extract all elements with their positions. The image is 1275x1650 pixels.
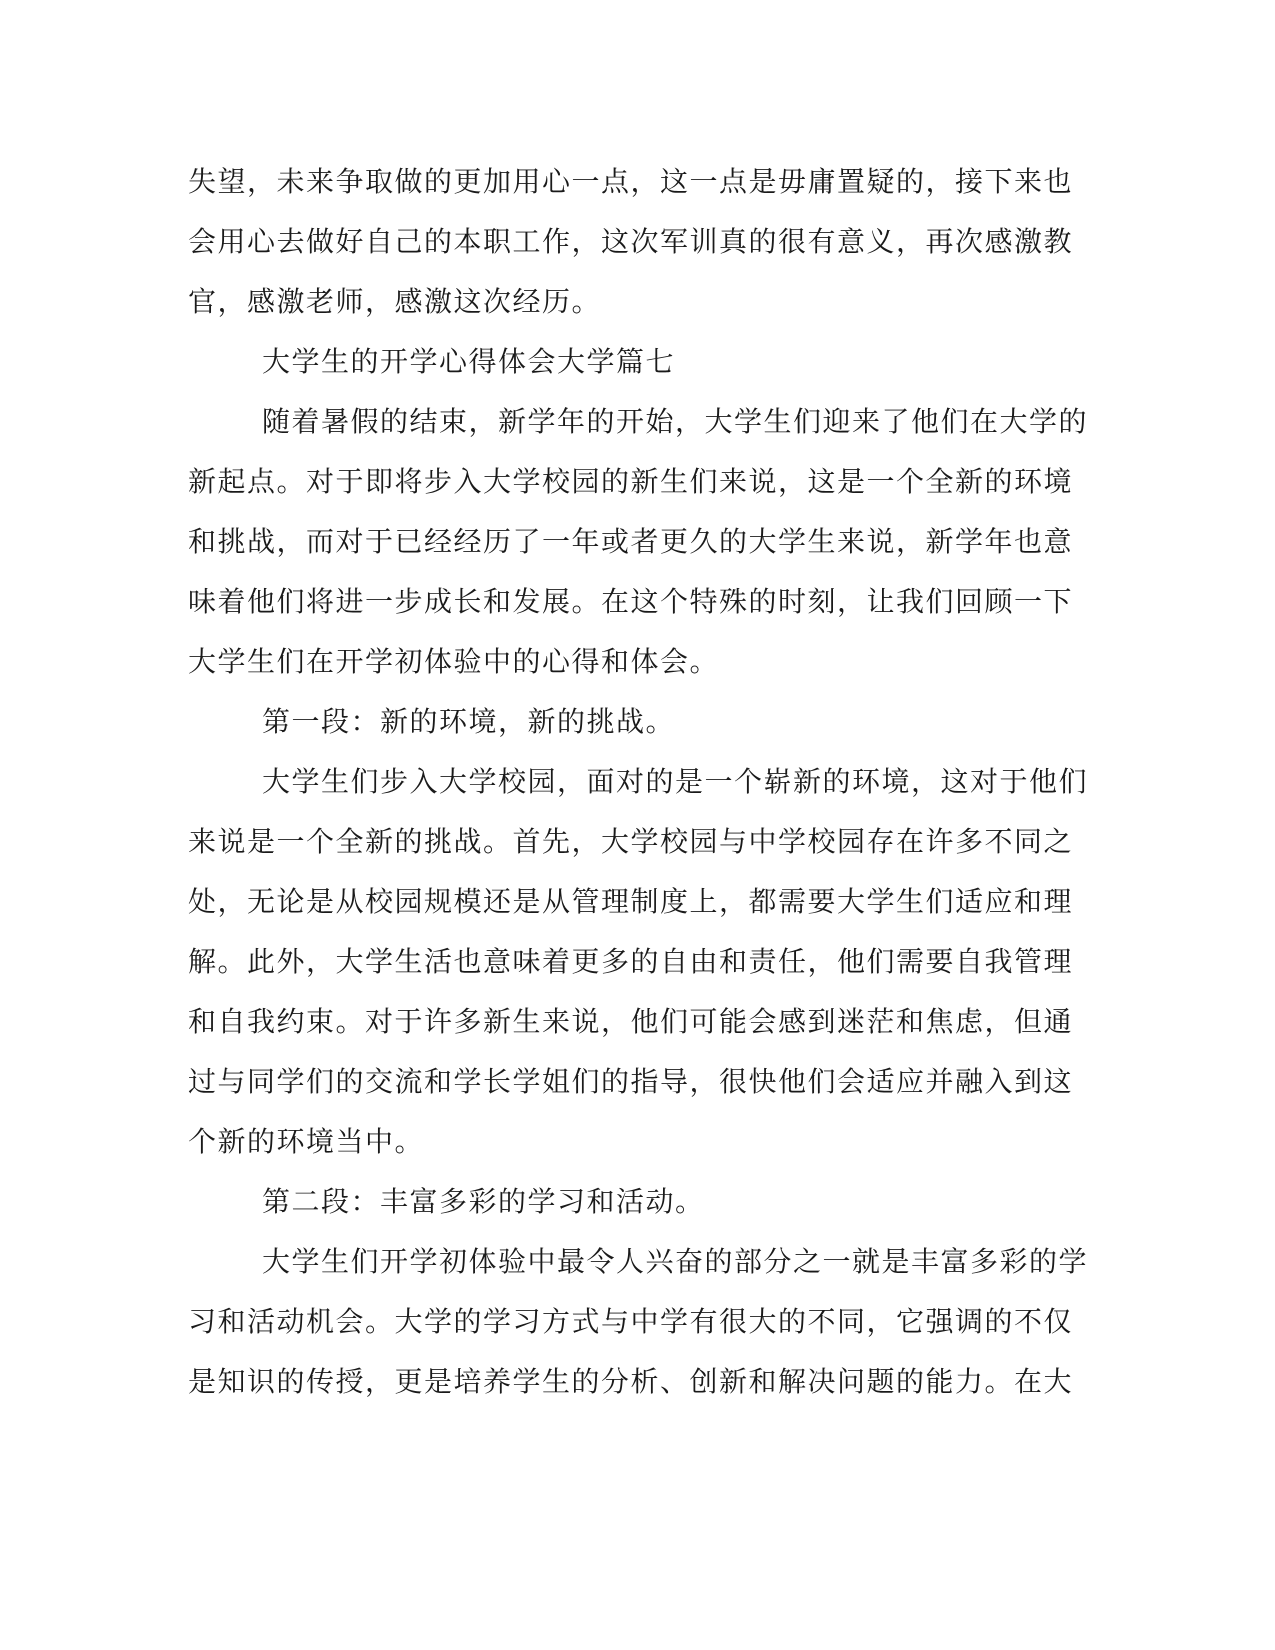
text-line: 来说是一个全新的挑战。首先，大学校园与中学校园存在许多不同之 — [188, 825, 1074, 858]
text-line: 官，感激老师，感激这次经历。 — [188, 285, 602, 318]
paragraph-start: 大学生们步入大学校园，面对的是一个崭新的环境，这对于他们 — [262, 765, 1089, 798]
text-line: 味着他们将进一步成长和发展。在这个特殊的时刻，让我们回顾一下 — [188, 585, 1074, 618]
section-heading: 第一段：新的环境，新的挑战。 — [262, 705, 676, 738]
text-line: 个新的环境当中。 — [188, 1125, 425, 1158]
text-line: 解。此外，大学生活也意味着更多的自由和责任，他们需要自我管理 — [188, 945, 1074, 978]
text-line: 大学生们在开学初体验中的心得和体会。 — [188, 645, 720, 678]
section-heading: 第二段：丰富多彩的学习和活动。 — [262, 1185, 705, 1218]
paragraph-start: 随着暑假的结束，新学年的开始，大学生们迎来了他们在大学的 — [262, 405, 1089, 438]
text-line: 和自我约束。对于许多新生来说，他们可能会感到迷茫和焦虑，但通 — [188, 1005, 1074, 1038]
text-line: 会用心去做好自己的本职工作，这次军训真的很有意义，再次感激教 — [188, 225, 1074, 258]
text-line: 新起点。对于即将步入大学校园的新生们来说，这是一个全新的环境 — [188, 465, 1074, 498]
text-line: 习和活动机会。大学的学习方式与中学有很大的不同，它强调的不仅 — [188, 1305, 1074, 1338]
text-line: 失望，未来争取做的更加用心一点，这一点是毋庸置疑的，接下来也 — [188, 165, 1074, 198]
text-line: 和挑战，而对于已经经历了一年或者更久的大学生来说，新学年也意 — [188, 525, 1074, 558]
text-line: 是知识的传授，更是培养学生的分析、创新和解决问题的能力。在大 — [188, 1365, 1074, 1398]
text-line: 处，无论是从校园规模还是从管理制度上，都需要大学生们适应和理 — [188, 885, 1074, 918]
section-heading: 大学生的开学心得体会大学篇七 — [262, 345, 676, 378]
text-line: 过与同学们的交流和学长学姐们的指导，很快他们会适应并融入到这 — [188, 1065, 1074, 1098]
paragraph-start: 大学生们开学初体验中最令人兴奋的部分之一就是丰富多彩的学 — [262, 1245, 1089, 1278]
